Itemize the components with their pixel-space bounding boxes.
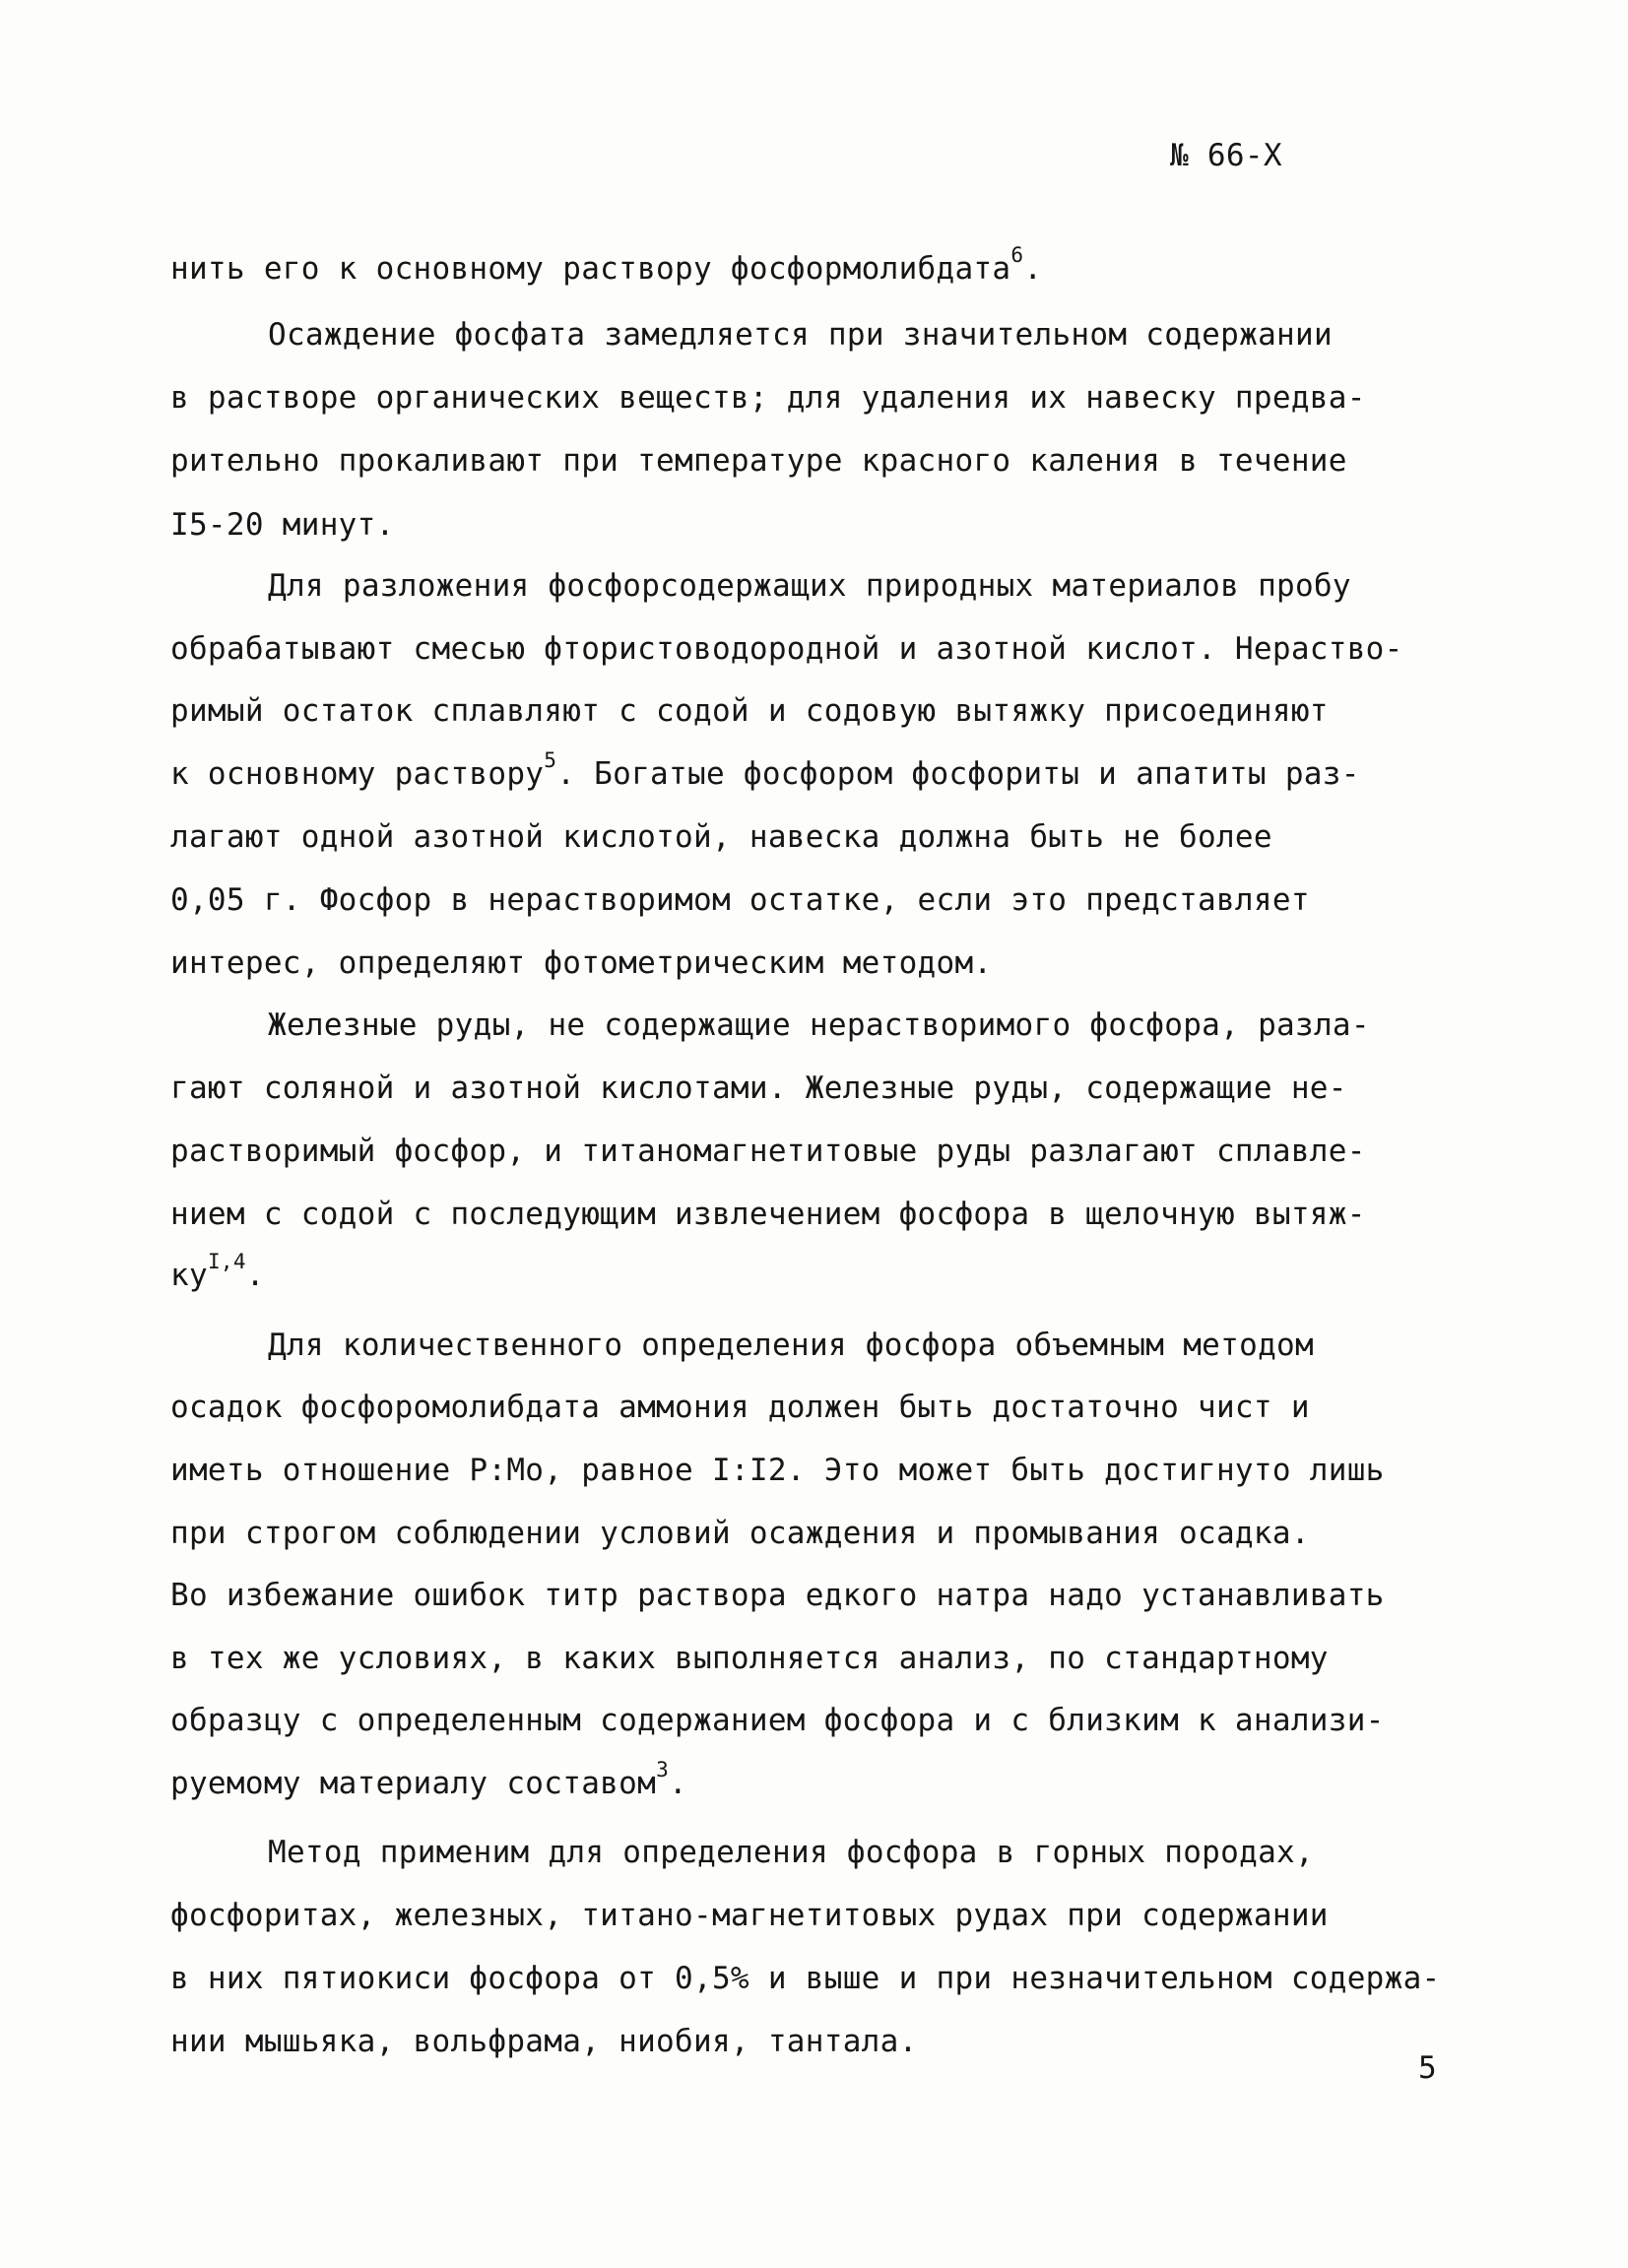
- text-line-content: интерес, определяют фотометрическим методом.: [170, 945, 993, 981]
- text-line-content: обрабатывают смесью фтористоводородной и азотной кислот. Нераство-: [170, 631, 1403, 667]
- text-line-content: растворимый фосфор, и титаномагнетитовые руды разлагают сплавле-: [170, 1134, 1366, 1169]
- text-line: [268, 1330, 1314, 1361]
- text-line-content: к основному раствору: [170, 756, 545, 792]
- text-line-content: Для разложения фосфорсодержащих природных материалов пробу: [268, 568, 1351, 604]
- text-line-content: нии мышьяка, вольфрама, ниобия, тантала.: [170, 2024, 918, 2059]
- text-line-content: при строгом соблюдении условий осаждения и промывания осадка.: [170, 1516, 1310, 1551]
- footnote-reference: 6: [1010, 243, 1024, 267]
- text-line: [268, 1007, 1370, 1043]
- text-line: [170, 1199, 1366, 1230]
- text-line: [170, 1136, 1366, 1167]
- text-line: [170, 1758, 687, 1801]
- text-line-tail: . Богатые фосфором фосфориты и апатиты раз-: [556, 756, 1360, 792]
- text-line: [170, 243, 1043, 287]
- text-line: [170, 693, 1329, 729]
- text-line-content: фосфоритах, железных, титано-магнетитовых рудах при содержании: [170, 1898, 1329, 1933]
- text-line-content: осадок фосфоромолибдата аммония должен быть достаточно чист и: [170, 1390, 1310, 1425]
- text-line: [170, 1453, 1385, 1488]
- text-line: [170, 1703, 1385, 1738]
- text-line-content: в тех же условиях, в каких выполняется анализ, по стандартному: [170, 1641, 1329, 1676]
- text-line: [170, 1578, 1385, 1613]
- text-line: [170, 1898, 1329, 1933]
- text-line-content: в них пятиокиси фосфора от 0,5% и выше и при незначительном содержа-: [170, 1961, 1441, 1996]
- text-line-content: Железные руды, не содержащие нерастворимого фосфора, разла-: [268, 1007, 1370, 1043]
- text-line-content: нить его к основному раствору фосформолибдата: [170, 251, 1011, 287]
- text-line: [170, 882, 1310, 918]
- text-line: [170, 1390, 1310, 1425]
- text-line-content: иметь отношение Р:Мо, равное I:I2. Это может быть достигнуто лишь: [170, 1453, 1385, 1488]
- text-line-content: нием с содой с последующим извлечением фосфора в щелочную вытяж-: [170, 1197, 1366, 1232]
- text-line: [170, 1070, 1347, 1106]
- text-line-content: гают соляной и азотной кислотами. Железные руды, содержащие не-: [170, 1070, 1347, 1106]
- footnote-reference: I,4: [207, 1250, 246, 1273]
- document-number: № 66-Х: [1170, 138, 1282, 173]
- text-line-content: руемому материалу составом: [170, 1766, 657, 1801]
- text-line-content: образцу с определенным содержанием фосфора и с близким к анализи-: [170, 1703, 1385, 1738]
- page-number: 5: [1418, 2050, 1437, 2086]
- text-line-content: Осаждение фосфата замедляется при значительном содержании: [268, 317, 1333, 353]
- text-line: [170, 1250, 265, 1293]
- text-line: [170, 748, 1360, 792]
- text-line: [268, 1835, 1314, 1870]
- text-line-content: в растворе органических веществ; для удаления их навеску предва-: [170, 380, 1366, 416]
- text-line-content: ку: [170, 1258, 208, 1293]
- text-line-content: Метод применим для определения фосфора в горных породах,: [268, 1835, 1314, 1870]
- text-line: [170, 1516, 1310, 1551]
- footnote-reference: 3: [656, 1758, 670, 1782]
- text-line: [268, 568, 1351, 604]
- text-line: [170, 945, 993, 981]
- text-line: [170, 380, 1366, 416]
- text-line-content: 0,05 г. Фосфор в нерастворимом остатке, если это представляет: [170, 882, 1310, 918]
- text-line-content: I5-20 минут.: [170, 507, 395, 543]
- text-line-content: римый остаток сплавляют с содой и содовую вытяжку присоединяют: [170, 693, 1329, 729]
- footnote-reference: 5: [544, 748, 557, 772]
- text-line: [170, 631, 1403, 667]
- text-line: [268, 317, 1333, 353]
- text-line: [170, 507, 395, 543]
- text-line: [170, 1961, 1441, 1996]
- text-line-content: Для количественного определения фосфора объемным методом: [268, 1328, 1314, 1363]
- text-line-content: рительно прокаливают при температуре красного каления в течение: [170, 443, 1347, 479]
- text-line-content: Во избежание ошибок титр раствора едкого натра надо устанавливать: [170, 1578, 1385, 1613]
- text-line-tail: .: [245, 1258, 265, 1293]
- text-line: [170, 443, 1347, 479]
- text-line: [170, 819, 1272, 855]
- text-line-tail: .: [669, 1766, 687, 1801]
- text-line: [170, 2024, 918, 2059]
- text-line-content: лагают одной азотной кислотой, навеска должна быть не более: [170, 819, 1272, 855]
- text-line: [170, 1641, 1329, 1676]
- text-line-tail: .: [1023, 251, 1043, 287]
